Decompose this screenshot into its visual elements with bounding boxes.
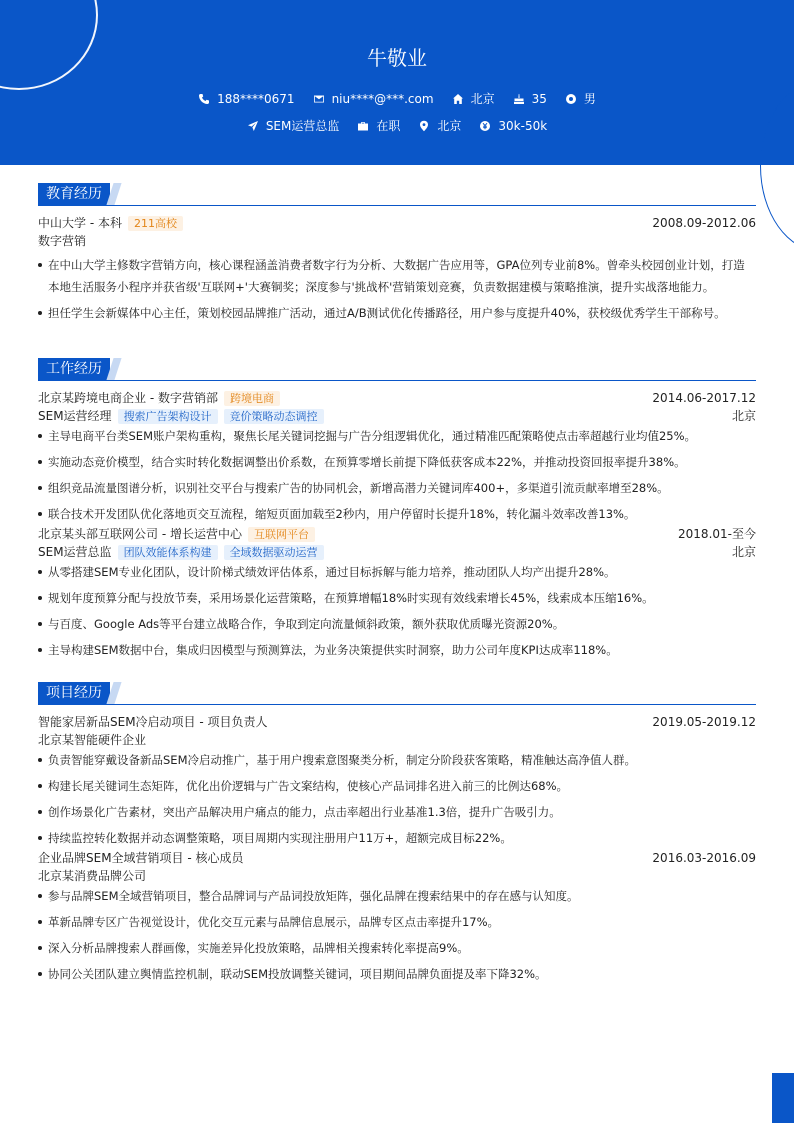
skill-tag: 搜索广告架构设计 (118, 409, 218, 424)
job-role-line (38, 407, 756, 425)
position-text: SEM运营总监 (265, 119, 340, 133)
list-item: 协同公关团队建立舆情监控机制，联动SEM投放调整关键词，项目期间品牌负面提及率下降32%。 (38, 963, 756, 985)
project-org: 北京某智能硬件企业 (38, 733, 147, 747)
header-banner (0, 0, 794, 165)
cake-icon (513, 93, 525, 105)
list-item: 规划年度预算分配与投放节奏，采用场景化运营策略，在预算增幅18%时实现有效线索增长45%，线索成本压缩16%。 (38, 587, 756, 609)
position-info (247, 117, 340, 134)
skill-tag: 全域数据驱动运营 (224, 545, 324, 560)
email-text: niu****@***.com (331, 91, 434, 106)
briefcase-icon (357, 120, 369, 132)
send-icon (247, 120, 259, 132)
job-role: SEM运营经理 (38, 409, 112, 423)
hometown-text: 北京 (470, 92, 495, 106)
section-title: 工作经历 (38, 358, 110, 380)
gender-text: 男 (583, 92, 596, 106)
job-entry-header (38, 525, 756, 543)
job-role: SEM运营总监 (38, 545, 112, 559)
project-name: 企业品牌SEM全域营销项目 - 核心成员 (38, 851, 244, 865)
industry-tag: 跨境电商 (224, 391, 280, 406)
project-dates: 2019.05-2019.12 (652, 715, 756, 729)
project-entry-header (38, 713, 756, 731)
project-bullets (38, 749, 756, 849)
candidate-name: 牛敬业 (367, 46, 427, 70)
list-item: 深入分析品牌搜索人群画像，实施差异化投放策略，品牌相关搜索转化率提高9%。 (38, 937, 756, 959)
job-role-line (38, 543, 756, 561)
job-dates: 2018.01-至今 (678, 527, 756, 541)
salary-info (479, 117, 547, 134)
job-intent-row (0, 117, 794, 134)
list-item: 革新品牌专区广告视觉设计，优化交互元素与品牌信息展示，品牌专区点击率提升17%。 (38, 911, 756, 933)
project-org: 北京某消费品牌公司 (38, 869, 147, 883)
work-section (38, 358, 756, 661)
project-dates: 2016.03-2016.09 (652, 851, 756, 865)
city-text: 北京 (437, 119, 462, 133)
list-item: 负责智能穿戴设备新品SEM冷启动推广，基于用户搜索意图聚类分析，制定分阶段获客策略，精准触达高净值人群。 (38, 749, 756, 771)
major-name: 数字营销 (38, 234, 87, 248)
home-icon (452, 93, 464, 105)
project-org-line (38, 867, 756, 885)
list-item: 主导电商平台类SEM账户架构重构，聚焦长尾关键词挖掘与广告分组逻辑优化，通过精准匹配策略使点击率超越行业均值25%。 (38, 425, 756, 447)
industry-tag: 互联网平台 (248, 527, 315, 542)
list-item: 与百度、Google Ads等平台建立战略合作，争取到定向流量倾斜政策，额外获取优质曝光资源20%。 (38, 613, 756, 635)
list-item: 主导构建SEM数据中台，集成归因模型与预测算法，为业务决策提供实时洞察，助力公司年度KPI达成率118%。 (38, 639, 756, 661)
hometown-info (452, 90, 495, 107)
list-item: 实施动态竞价模型，结合实时转化数据调整出价系数，在预算零增长前提下降低获客成本22%，并推动投资回报率提升38%。 (38, 451, 756, 473)
job-bullets (38, 425, 756, 525)
job-dates: 2014.06-2017.12 (652, 391, 756, 405)
section-title: 教育经历 (38, 183, 110, 205)
education-dates: 2008.09-2012.06 (652, 216, 756, 230)
education-section (38, 183, 756, 324)
section-title: 项目经历 (38, 682, 110, 704)
project-entry-header (38, 849, 756, 867)
city-info (418, 117, 461, 134)
list-item: 构建长尾关键词生态矩阵，优化出价逻辑与广告文案结构，使核心产品词排名进入前三的比例达68%。 (38, 775, 756, 797)
major-line (38, 232, 756, 250)
status-info (357, 117, 400, 134)
phone-icon (198, 93, 210, 105)
project-org-line (38, 731, 756, 749)
gender-info (565, 90, 596, 107)
education-bullets (38, 254, 756, 324)
job-bullets (38, 561, 756, 661)
job-city: 北京 (731, 545, 756, 559)
phone-text: 188****0671 (217, 91, 295, 106)
project-bullets (38, 885, 756, 985)
contact-row (0, 90, 794, 107)
age-info (513, 90, 547, 107)
school-tag: 211高校 (128, 216, 183, 231)
list-item: 从零搭建SEM专业化团队，设计阶梯式绩效评估体系，通过目标拆解与能力培养，推动团队人均产出提升28%。 (38, 561, 756, 583)
education-entry-header (38, 214, 756, 232)
age-text: 35 (531, 91, 547, 106)
status-text: 在职 (376, 119, 401, 133)
phone-info (198, 90, 294, 107)
salary-text: 30k-50k (498, 118, 548, 133)
section-header (38, 358, 756, 381)
company-name: 北京某跨境电商企业 - 数字营销部 (38, 391, 218, 405)
list-item: 在中山大学主修数字营销方向，核心课程涵盖消费者数字行为分析、大数据广告应用等，GPA位列专业前8%。曾牵头校园创业计划，打造本地生活服务小程序并获省级'互联网+'大赛铜奖；深度参与'挑战杯'营销策划竞赛，负责数据建模与策略推演，提升实战落地能力。 (38, 254, 756, 298)
project-name: 智能家居新品SEM冷启动项目 - 项目负责人 (38, 715, 268, 729)
projects-section (38, 682, 756, 985)
skill-tag: 竞价策略动态调控 (224, 409, 324, 424)
skill-tag: 团队效能体系构建 (118, 545, 218, 560)
decorative-corner-block (772, 1073, 794, 1123)
section-header (38, 183, 756, 206)
job-city: 北京 (731, 409, 756, 423)
location-pin-icon (418, 120, 430, 132)
job-entry-header (38, 389, 756, 407)
list-item: 参与品牌SEM全域营销项目，整合品牌词与产品词投放矩阵，强化品牌在搜索结果中的存在感与认知度。 (38, 885, 756, 907)
school-name: 中山大学 - 本科 (38, 216, 122, 230)
email-info (313, 90, 434, 107)
mail-icon (313, 93, 325, 105)
section-header (38, 682, 756, 705)
salary-icon (479, 120, 491, 132)
list-item: 组织竞品流量图谱分析，识别社交平台与搜索广告的协同机会，新增高潜力关键词库400+，多渠道引流贡献率增至28%。 (38, 477, 756, 499)
list-item: 持续监控转化数据并动态调整策略，项目周期内实现注册用户11万+，超额完成目标22%。 (38, 827, 756, 849)
company-name: 北京某头部互联网公司 - 增长运营中心 (38, 527, 242, 541)
gender-icon (565, 93, 577, 105)
list-item: 担任学生会新媒体中心主任，策划校园品牌推广活动，通过A/B测试优化传播路径，用户参与度提升40%，获校级优秀学生干部称号。 (38, 302, 756, 324)
list-item: 创作场景化广告素材，突出产品解决用户痛点的能力，点击率超出行业基准1.3倍，提升广告吸引力。 (38, 801, 756, 823)
list-item: 联合技术开发团队优化落地页交互流程，缩短页面加载至2秒内，用户停留时长提升18%，转化漏斗效率改善13%。 (38, 503, 756, 525)
